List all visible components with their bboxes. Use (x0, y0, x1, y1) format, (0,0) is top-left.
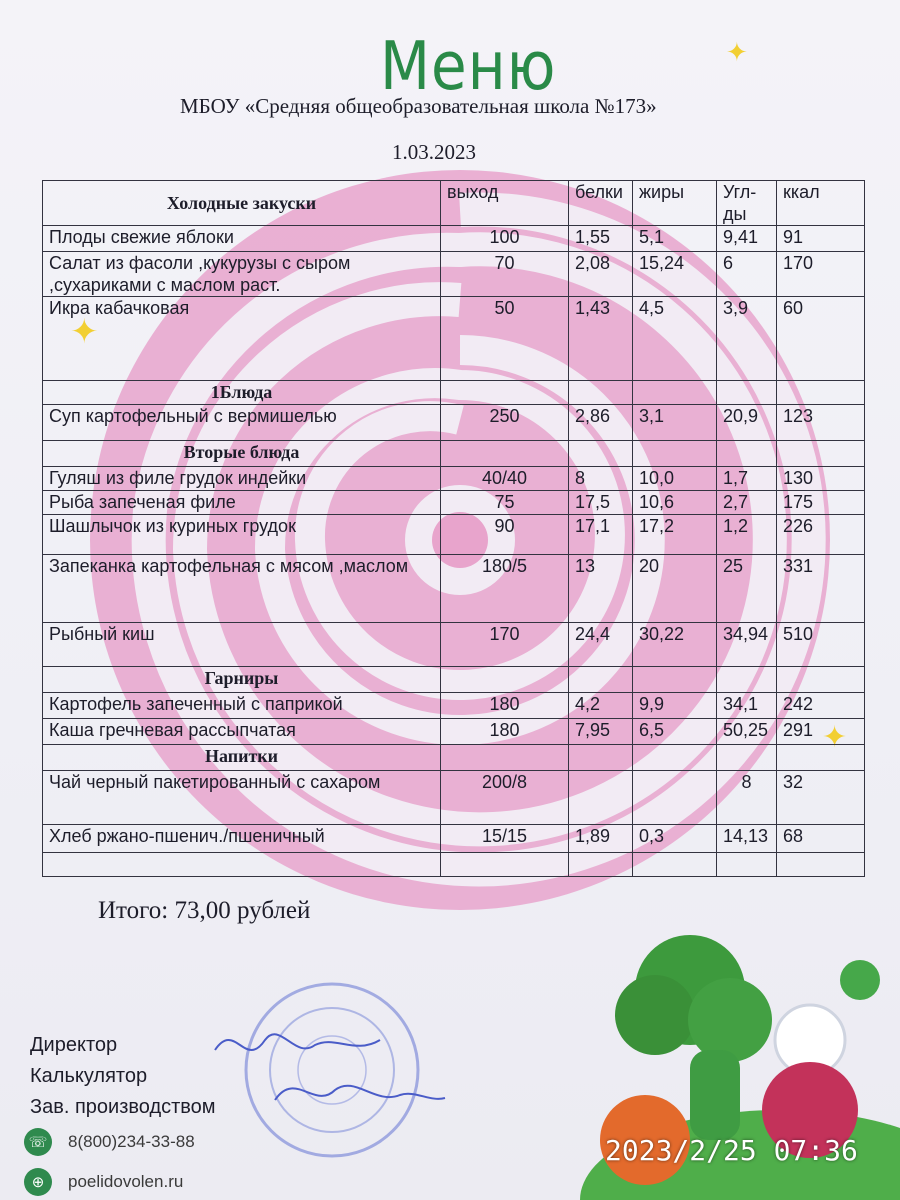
table-row (43, 515, 865, 555)
dish-carbs: 1,7 (717, 467, 777, 491)
total-price: Итого: 73,00 рублей (98, 897, 311, 924)
website-contact (24, 1168, 183, 1196)
dish-fat: 0,3 (633, 825, 717, 853)
dish-kcal: 175 (777, 491, 865, 515)
dish-output: 170 (441, 623, 569, 667)
dish-kcal: 60 (777, 297, 865, 381)
table-row (43, 252, 865, 297)
role-calculator: Калькулятор (30, 1065, 148, 1087)
globe-icon: ⊕ (24, 1168, 52, 1196)
dish-kcal: 91 (777, 226, 865, 252)
section-title-drinks: Напитки (43, 745, 441, 771)
dish-protein: 17,5 (569, 491, 633, 515)
dish-output: 250 (441, 405, 569, 441)
dish-name: Рыбный киш (43, 623, 441, 667)
dish-output: 180/5 (441, 555, 569, 623)
photo-timestamp: 2023/2/25 07:36 (605, 1134, 858, 1167)
dish-name: Хлеб ржано-пшенич./пшеничный (43, 825, 441, 853)
section-row (43, 381, 865, 405)
dish-carbs: 20,9 (717, 405, 777, 441)
dish-output: 70 (441, 252, 569, 297)
dish-carbs: 9,41 (717, 226, 777, 252)
table-row (43, 719, 865, 745)
dish-carbs: 2,7 (717, 491, 777, 515)
dish-protein: 13 (569, 555, 633, 623)
sparkle-icon: ✦ (726, 38, 748, 67)
dish-name: Чай черный пакетированный с сахаром (43, 771, 441, 825)
dish-output: 40/40 (441, 467, 569, 491)
section-title-second: Вторые блюда (43, 441, 441, 467)
dish-fat: 15,24 (633, 252, 717, 297)
menu-date: 1.03.2023 (392, 140, 476, 164)
table-row (43, 623, 865, 667)
dish-carbs: 3,9 (717, 297, 777, 381)
column-header: жиры (633, 181, 717, 226)
dish-protein: 2,86 (569, 405, 633, 441)
dish-output: 180 (441, 719, 569, 745)
menu-table (42, 180, 865, 877)
dish-fat: 10,0 (633, 467, 717, 491)
dish-protein: 8 (569, 467, 633, 491)
dish-carbs: 1,2 (717, 515, 777, 555)
website-link[interactable]: poelidovolen.ru (68, 1172, 184, 1191)
sparkle-icon: ✦ (70, 314, 99, 351)
table-row (43, 693, 865, 719)
menu-title: Меню (380, 26, 557, 106)
dish-output: 50 (441, 297, 569, 381)
phone-icon: ☏ (24, 1128, 52, 1156)
dish-name: Каша гречневая рассыпчатая (43, 719, 441, 745)
role-production: Зав. производством (30, 1096, 216, 1118)
dish-protein: 1,55 (569, 226, 633, 252)
dish-carbs: 34,94 (717, 623, 777, 667)
dish-fat: 17,2 (633, 515, 717, 555)
dish-name: Плоды свежие яблоки (43, 226, 441, 252)
dish-name: Суп картофельный с вермишелью (43, 405, 441, 441)
dish-fat: 3,1 (633, 405, 717, 441)
table-row (43, 467, 865, 491)
dish-name: Икра кабачковая (43, 297, 441, 381)
column-header: белки (569, 181, 633, 226)
dish-name: Картофель запеченный с паприкой (43, 693, 441, 719)
dish-name: Гуляш из филе грудок индейки (43, 467, 441, 491)
table-row (43, 297, 865, 381)
table-row (43, 555, 865, 623)
dish-fat: 30,22 (633, 623, 717, 667)
dish-output: 180 (441, 693, 569, 719)
table-row (43, 226, 865, 252)
section-title-cold: Холодные закуски (43, 181, 441, 226)
dish-kcal: 226 (777, 515, 865, 555)
dish-name: Шашлычок из куриных грудок (43, 515, 441, 555)
dish-fat: 4,5 (633, 297, 717, 381)
table-row (43, 771, 865, 825)
dish-output: 90 (441, 515, 569, 555)
dish-protein: 2,08 (569, 252, 633, 297)
dish-protein: 1,43 (569, 297, 633, 381)
dish-fat: 10,6 (633, 491, 717, 515)
column-header: ккал (777, 181, 865, 226)
dish-kcal: 170 (777, 252, 865, 297)
dish-protein: 7,95 (569, 719, 633, 745)
signature-roles (30, 1030, 216, 1123)
dish-kcal: 32 (777, 771, 865, 825)
dish-output: 100 (441, 226, 569, 252)
dish-kcal: 242 (777, 693, 865, 719)
signature (205, 1010, 455, 1120)
school-name: МБОУ «Средняя общеобразовательная школа №173» (180, 94, 657, 118)
dish-kcal: 510 (777, 623, 865, 667)
dish-fat: 9,9 (633, 693, 717, 719)
dish-name: Рыба запеченая филе (43, 491, 441, 515)
table-header-row (43, 181, 865, 226)
dish-carbs: 50,25 (717, 719, 777, 745)
table-row-empty (43, 853, 865, 877)
dish-kcal: 68 (777, 825, 865, 853)
dish-protein: 17,1 (569, 515, 633, 555)
dish-name: Запеканка картофельная с мясом ,маслом (43, 555, 441, 623)
table-row (43, 405, 865, 441)
dish-kcal: 123 (777, 405, 865, 441)
dish-kcal: 130 (777, 467, 865, 491)
dish-carbs: 8 (717, 771, 777, 825)
dish-carbs: 6 (717, 252, 777, 297)
dish-protein: 4,2 (569, 693, 633, 719)
phone-contact (24, 1128, 195, 1156)
dish-output: 75 (441, 491, 569, 515)
dish-protein: 1,89 (569, 825, 633, 853)
section-title-sides: Гарниры (43, 667, 441, 693)
column-header: выход (441, 181, 569, 226)
dish-carbs: 34,1 (717, 693, 777, 719)
role-director: Директор (30, 1034, 118, 1056)
dish-name: Салат из фасоли ,кукурузы с сыром ,сухариками с маслом раст. (43, 252, 441, 297)
section-title-first: 1Блюда (43, 381, 441, 405)
dish-fat: 20 (633, 555, 717, 623)
dish-output: 200/8 (441, 771, 569, 825)
dish-fat: 5,1 (633, 226, 717, 252)
dish-kcal: 331 (777, 555, 865, 623)
dish-protein: 24,4 (569, 623, 633, 667)
table-row (43, 491, 865, 515)
dish-fat: 6,5 (633, 719, 717, 745)
phone-number[interactable]: 8(800)234-33-88 (68, 1132, 195, 1151)
dish-carbs: 25 (717, 555, 777, 623)
dish-carbs: 14,13 (717, 825, 777, 853)
dish-protein (569, 771, 633, 825)
section-row (43, 441, 865, 467)
section-row (43, 667, 865, 693)
dish-output: 15/15 (441, 825, 569, 853)
column-header: Угл-ды (717, 181, 777, 226)
section-row (43, 745, 865, 771)
table-row (43, 825, 865, 853)
sparkle-icon: ✦ (822, 721, 848, 754)
dish-fat (633, 771, 717, 825)
dish-kcal: 291 (777, 719, 865, 745)
